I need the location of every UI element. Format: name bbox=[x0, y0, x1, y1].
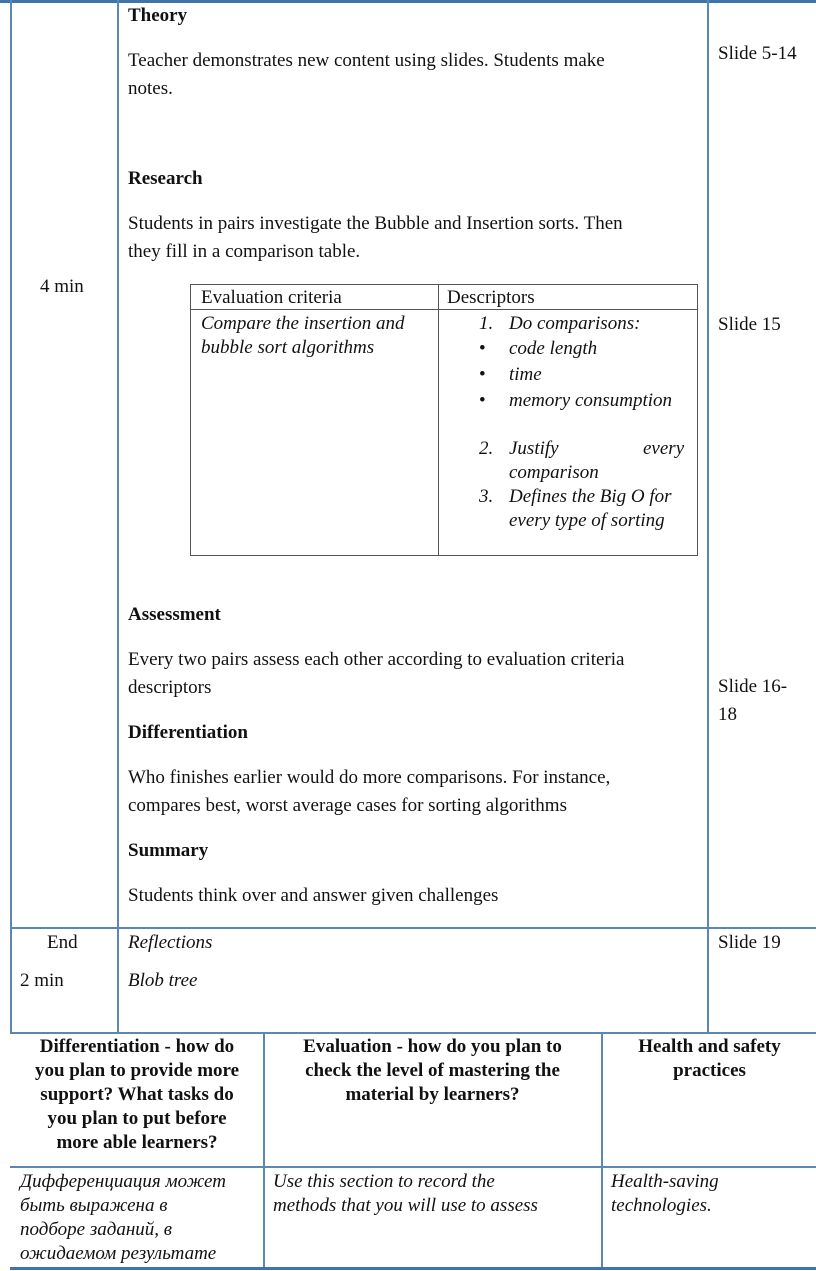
descriptor-3: Defines the Big O for bbox=[509, 486, 672, 507]
descriptor-1: Do comparisons: bbox=[509, 313, 641, 334]
comparison-table bbox=[190, 284, 698, 556]
body-health-safety bbox=[611, 1170, 811, 1218]
summary-text: Students think over and answer given challenges bbox=[128, 885, 499, 906]
table-bottom-border bbox=[10, 1267, 816, 1270]
differentiation-text-cont: compares best, worst average cases for sorting algorithms bbox=[128, 795, 567, 816]
body-line: Дифференциация может bbox=[20, 1171, 226, 1192]
bullet-time: time bbox=[509, 364, 542, 385]
body-differentiation bbox=[20, 1170, 262, 1266]
header-line: Evaluation - how do you plan to bbox=[303, 1036, 562, 1057]
body-line: methods that you will use to assess bbox=[273, 1195, 538, 1216]
section-title-differentiation: Differentiation bbox=[128, 722, 248, 743]
end-blob-tree: Blob tree bbox=[128, 970, 198, 991]
resource-slide-15: Slide 15 bbox=[718, 314, 781, 335]
bullet-code-length: code length bbox=[509, 338, 598, 359]
body-line: Health-saving bbox=[611, 1171, 719, 1192]
resource-slide-5-14: Slide 5-14 bbox=[718, 43, 797, 64]
header-evaluation bbox=[265, 1035, 600, 1107]
row-divider-bottom-table bbox=[10, 1032, 816, 1034]
bullet-icon: • bbox=[479, 338, 486, 359]
differentiation-text: Who finishes earlier would do more comparisons. For instance, bbox=[128, 767, 611, 788]
theory-text: Teacher demonstrates new content using slides. Students make bbox=[128, 50, 605, 71]
body-line: быть выражена в bbox=[20, 1195, 168, 1216]
comparison-table-column-divider bbox=[438, 285, 439, 555]
body-line: подборе заданий, в bbox=[20, 1219, 173, 1240]
criteria-text-cont: bubble sort algorithms bbox=[201, 337, 375, 358]
criteria-text: Compare the insertion and bbox=[201, 313, 405, 334]
resource-column-divider bbox=[707, 0, 709, 1033]
body-evaluation bbox=[273, 1170, 598, 1218]
time-cell: 4 min bbox=[40, 276, 84, 297]
body-line: ожидаемом результате bbox=[20, 1243, 217, 1264]
descriptor-2-cont: comparison bbox=[509, 462, 599, 483]
end-reflections: Reflections bbox=[128, 932, 213, 953]
bottom-header-divider bbox=[10, 1166, 816, 1168]
section-title-summary: Summary bbox=[128, 840, 209, 861]
header-line: you plan to put before bbox=[47, 1108, 227, 1129]
body-line: technologies. bbox=[611, 1195, 712, 1216]
header-line: Health and safety bbox=[638, 1036, 781, 1057]
resource-slide-16-18-cont: 18 bbox=[718, 704, 737, 725]
body-line: Use this section to record the bbox=[273, 1171, 495, 1192]
descriptor-1-number: 1. bbox=[479, 313, 494, 334]
header-line: practices bbox=[673, 1060, 746, 1081]
header-line: material by learners? bbox=[345, 1084, 520, 1105]
resource-slide-16-18: Slide 16- bbox=[718, 676, 788, 697]
header-health-safety bbox=[603, 1035, 816, 1083]
descriptor-2-word1: Justify bbox=[509, 438, 559, 459]
assessment-text: Every two pairs assess each other according to evaluation criteria bbox=[128, 649, 625, 670]
header-line: check the level of mastering the bbox=[305, 1060, 560, 1081]
header-line: you plan to provide more bbox=[34, 1060, 240, 1081]
section-title-research: Research bbox=[128, 168, 203, 189]
section-title-assessment: Assessment bbox=[128, 604, 221, 625]
header-evaluation-criteria: Evaluation criteria bbox=[201, 287, 342, 308]
header-line: Differentiation - how do bbox=[39, 1036, 235, 1057]
header-descriptors: Descriptors bbox=[447, 287, 535, 308]
end-time: 2 min bbox=[20, 970, 64, 991]
resource-slide-19: Slide 19 bbox=[718, 932, 781, 953]
bullet-memory-consumption: memory consumption bbox=[509, 390, 673, 411]
descriptor-3-cont: every type of sorting bbox=[509, 510, 665, 531]
research-text: Students in pairs investigate the Bubble and Insertion sorts. Then bbox=[128, 213, 623, 234]
header-line: more able learners? bbox=[56, 1132, 218, 1153]
end-label: End bbox=[47, 932, 78, 953]
descriptor-3-number: 3. bbox=[479, 486, 494, 507]
theory-text-cont: notes. bbox=[128, 78, 173, 99]
bullet-icon: • bbox=[479, 390, 486, 411]
header-differentiation bbox=[12, 1035, 262, 1155]
section-title-theory: Theory bbox=[128, 5, 188, 26]
assessment-text-cont: descriptors bbox=[128, 677, 212, 698]
descriptor-2-number: 2. bbox=[479, 438, 494, 459]
header-line: support? What tasks do bbox=[40, 1084, 234, 1105]
table-top-border bbox=[0, 0, 816, 3]
research-text-cont: they fill in a comparison table. bbox=[128, 241, 361, 262]
descriptor-2-word2: every bbox=[643, 438, 685, 459]
bullet-icon: • bbox=[479, 364, 486, 385]
table-left-border bbox=[10, 0, 12, 1033]
time-column-divider bbox=[117, 0, 119, 1033]
